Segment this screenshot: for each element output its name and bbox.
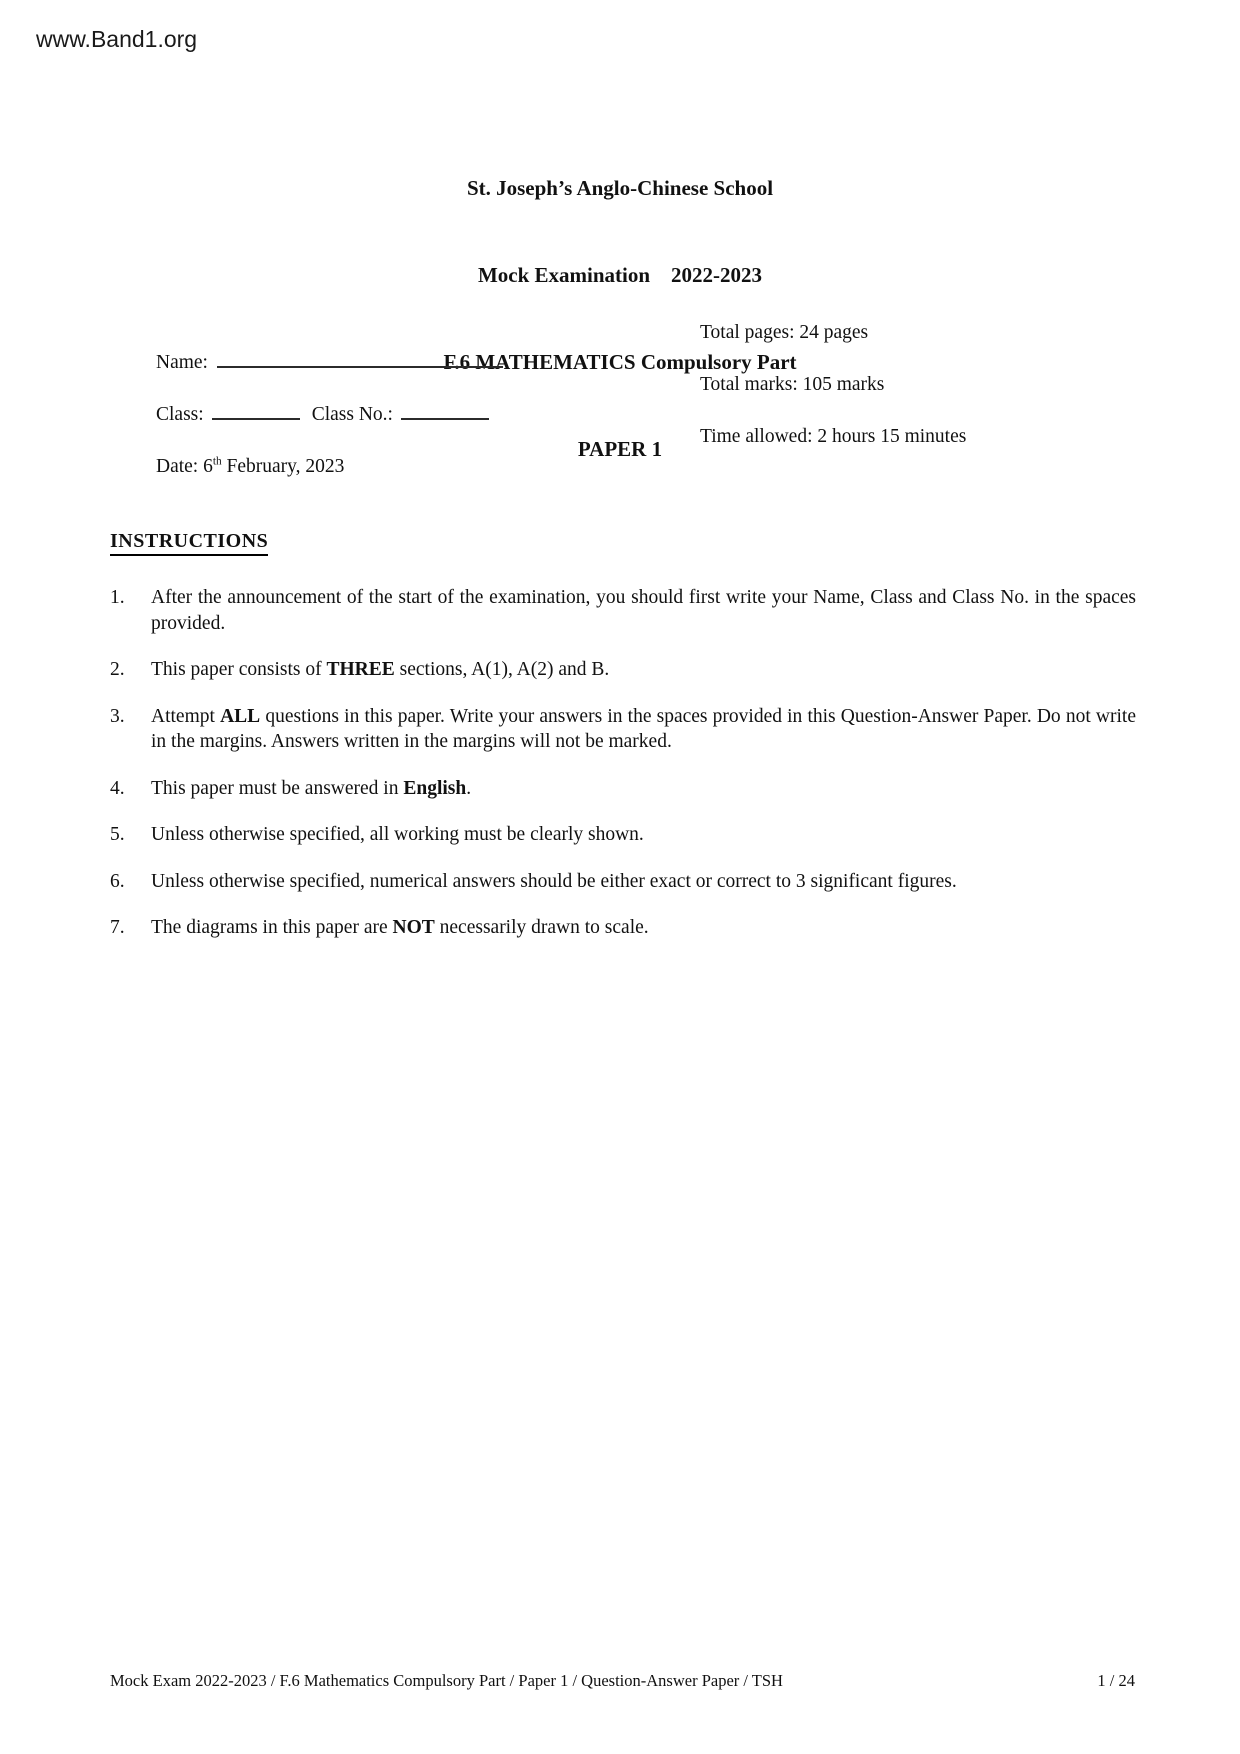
site-watermark: www.Band1.org bbox=[36, 26, 198, 52]
instructions-heading: INSTRUCTIONS bbox=[110, 530, 268, 556]
instruction-number: 3. bbox=[110, 705, 125, 727]
instruction-text-bold: English bbox=[403, 777, 467, 799]
instruction-number: 4. bbox=[110, 777, 125, 799]
instruction-text-pre: The diagrams in this paper are bbox=[151, 917, 393, 938]
instruction-number: 1. bbox=[110, 587, 125, 608]
page-footer bbox=[110, 1671, 1135, 1691]
info-right-column bbox=[700, 318, 966, 474]
instruction-text-pre: After the announcement of the start of the examination, you should first write your Name, Class and Class No. in the spaces provided. bbox=[151, 587, 1136, 634]
instruction-text bbox=[151, 822, 1136, 848]
name-field-label: Name: bbox=[156, 352, 208, 373]
instruction-text bbox=[151, 704, 1136, 755]
instruction-text-post: necessarily drawn to scale. bbox=[434, 917, 649, 938]
instruction-text bbox=[151, 585, 1136, 636]
class-fill-line bbox=[212, 403, 300, 420]
instructions-list bbox=[110, 585, 1136, 941]
name-fill-line bbox=[217, 351, 503, 368]
instruction-text-pre: This paper must be answered in bbox=[151, 777, 404, 799]
instruction-text-post: questions in this paper. Write your answers in the spaces provided in this Question-Answer Paper. Do not write in the margins. Answers written in the margins will not be marked. bbox=[151, 705, 1136, 752]
paper-number: PAPER 1 bbox=[577, 437, 663, 461]
instruction-item bbox=[110, 776, 1136, 802]
instructions-section bbox=[110, 530, 1136, 962]
instruction-item bbox=[110, 822, 1136, 848]
instruction-text-pre: Attempt bbox=[151, 705, 221, 727]
instruction-text bbox=[151, 657, 1136, 683]
info-left-column bbox=[117, 318, 503, 477]
instruction-text-bold: NOT bbox=[392, 917, 435, 938]
time-allowed: Time allowed: 2 hours 15 minutes bbox=[700, 426, 967, 447]
instruction-item bbox=[110, 585, 1136, 636]
name-row bbox=[117, 318, 503, 373]
total-pages: Total pages: 24 pages bbox=[700, 322, 869, 343]
instruction-text-pre: Unless otherwise specified, all working must be clearly shown. bbox=[151, 824, 644, 845]
instruction-item bbox=[110, 915, 1136, 941]
instruction-text-bold: THREE bbox=[326, 659, 395, 680]
date-field-rest: February, 2023 bbox=[221, 456, 345, 477]
class-no-field-label: Class No.: bbox=[311, 404, 393, 425]
class-no-fill-line bbox=[401, 403, 489, 420]
instruction-item bbox=[110, 869, 1136, 895]
instruction-text-bold: ALL bbox=[220, 705, 261, 727]
instruction-text-post: sections, A(1), A(2) and B. bbox=[394, 659, 610, 680]
class-field-label: Class: bbox=[156, 404, 204, 425]
instruction-item bbox=[110, 657, 1136, 683]
date-ordinal-suffix: th bbox=[212, 455, 222, 468]
instruction-number: 6. bbox=[110, 870, 125, 892]
instruction-item bbox=[110, 704, 1136, 755]
instruction-text-pre: This paper consists of bbox=[151, 659, 327, 680]
school-name: St. Joseph’s Anglo-Chinese School bbox=[466, 176, 774, 200]
footer-page-number: 1 / 24 bbox=[1097, 1671, 1135, 1690]
instruction-text bbox=[151, 776, 1136, 802]
date-field: Date: 6 bbox=[156, 456, 213, 477]
exam-title: Mock Examination 2022-2023 bbox=[477, 263, 763, 287]
instruction-number: 7. bbox=[110, 917, 125, 938]
instruction-number: 5. bbox=[110, 824, 125, 845]
subject-title: F.6 MATHEMATICS Compulsory Part bbox=[443, 350, 797, 374]
total-marks: Total marks: 105 marks bbox=[700, 374, 885, 395]
instruction-text-post: . bbox=[466, 777, 472, 799]
instruction-text bbox=[151, 869, 1136, 895]
instruction-text-pre: Unless otherwise specified, numerical answers should be either exact or correct to 3 significant figures. bbox=[151, 870, 957, 892]
instruction-text bbox=[151, 915, 1136, 941]
footer-document-info: Mock Exam 2022-2023 / F.6 Mathematics Compulsory Part / Paper 1 / Question-Answer Paper / TSH bbox=[110, 1671, 783, 1690]
instruction-number: 2. bbox=[110, 659, 125, 680]
